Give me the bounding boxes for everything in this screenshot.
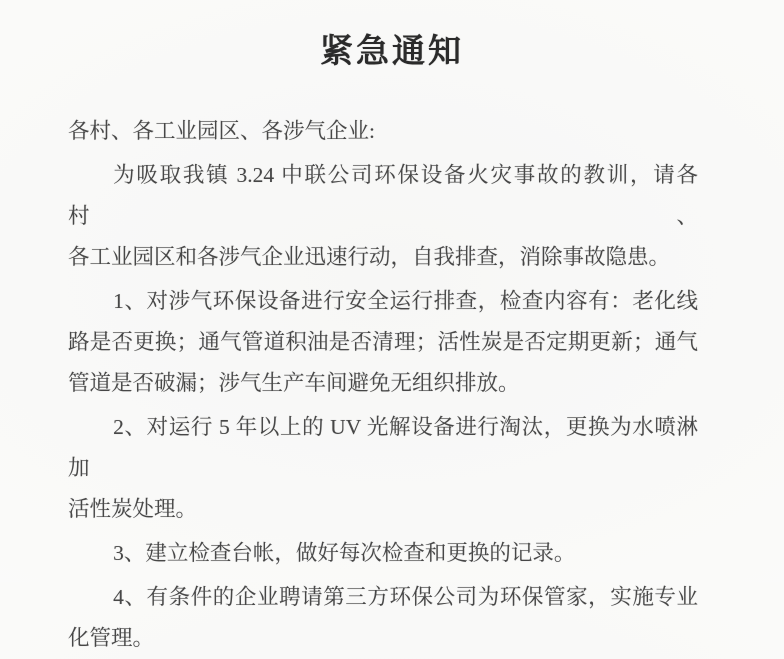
text-line: 4、有条件的企业聘请第三方环保公司为环保管家，实施专业 bbox=[113, 585, 698, 609]
text-line: 各工业园区和各涉气企业迅速行动，自我排查，消除事故隐患。 bbox=[68, 245, 671, 269]
notice-paragraph bbox=[68, 407, 698, 530]
notice-paragraph bbox=[68, 155, 698, 278]
notice-paragraph bbox=[68, 577, 698, 659]
text-line: 2、对运行 5 年以上的 UV 光解设备进行淘汰，更换为水喷淋加 bbox=[68, 415, 698, 480]
text-line: 活性炭处理。 bbox=[68, 497, 198, 521]
notice-title: 紧急通知 bbox=[320, 34, 464, 70]
notice-body bbox=[68, 111, 698, 659]
text-line: 为吸取我镇 3.24 中联公司环保设备火灾事故的教训，请各村、 bbox=[68, 163, 698, 228]
notice-paragraph bbox=[68, 533, 698, 574]
text-line: 管道是否破漏；涉气生产车间避免无组织排放。 bbox=[68, 371, 520, 395]
text-line: 1、对涉气环保设备进行安全运行排查，检查内容有：老化线 bbox=[113, 289, 698, 313]
text-line: 路是否更换；通气管道积油是否清理；活性炭是否定期更新；通气 bbox=[68, 330, 698, 354]
text-line: 化管理。 bbox=[68, 626, 155, 650]
notice-paragraph bbox=[68, 281, 698, 404]
salutation-line: 各村、各工业园区、各涉气企业: bbox=[68, 119, 375, 143]
text-line: 3、建立检查台帐，做好每次检查和更换的记录。 bbox=[113, 541, 576, 565]
